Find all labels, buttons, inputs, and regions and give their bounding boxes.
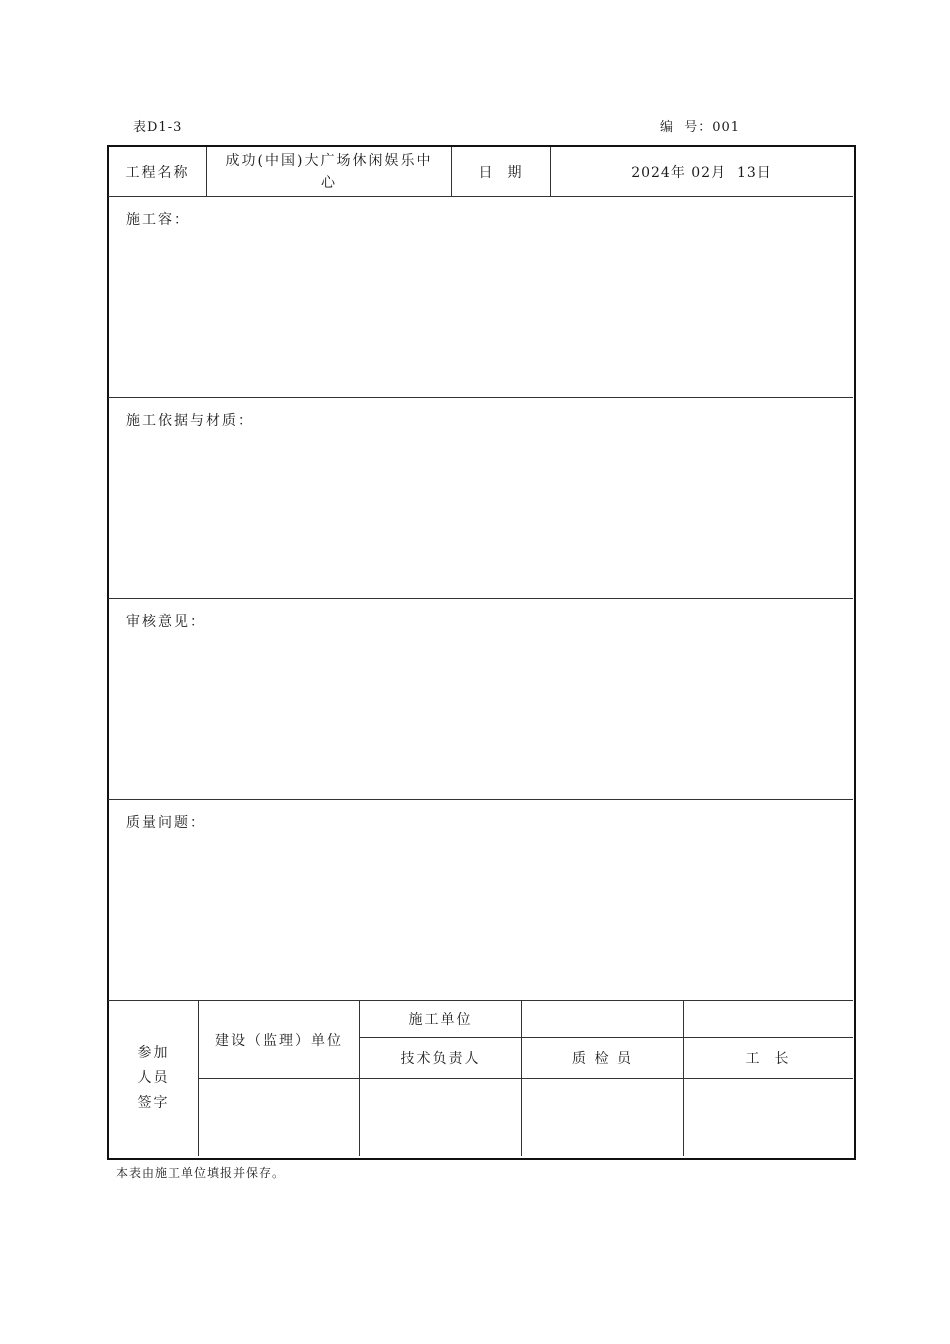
col-divider bbox=[521, 1000, 522, 1156]
basis-materials-label: 施工依据与材质： bbox=[126, 413, 254, 429]
date-value: 2024年 02月 13日 bbox=[631, 164, 772, 181]
participants-label: 参加 人员 签字 bbox=[137, 1045, 170, 1111]
review-opinion-label: 审核意见： bbox=[126, 614, 206, 630]
row-divider bbox=[108, 397, 853, 398]
row-divider bbox=[108, 799, 853, 800]
construction-content-label: 施工容： bbox=[126, 212, 190, 228]
contractor-label: 施工单位 bbox=[408, 1012, 473, 1028]
row-divider bbox=[108, 196, 853, 197]
project-name-value: 成功(中国)大广场休闲娱乐中心 bbox=[225, 152, 433, 191]
row-divider bbox=[198, 1078, 853, 1079]
owner-supervisor-label: 建设（监理）单位 bbox=[215, 1032, 343, 1049]
foreman-label: 工 长 bbox=[745, 1051, 791, 1067]
quality-issues-label: 质量问题： bbox=[126, 815, 206, 831]
col-divider bbox=[683, 1000, 684, 1156]
serial-value: 001 bbox=[712, 120, 741, 135]
row-divider bbox=[108, 598, 853, 599]
date-label: 日 期 bbox=[478, 164, 524, 181]
serial-label: 编 号： bbox=[660, 120, 713, 135]
quality-inspector-label: 质 检 员 bbox=[572, 1051, 633, 1067]
form-code: 表D1-3 bbox=[133, 120, 183, 135]
project-name-label: 工程名称 bbox=[125, 164, 190, 181]
technical-lead-label: 技术负责人 bbox=[400, 1051, 481, 1067]
footer-note: 本表由施工单位填报并保存。 bbox=[116, 1166, 286, 1180]
serial-number bbox=[660, 116, 740, 135]
